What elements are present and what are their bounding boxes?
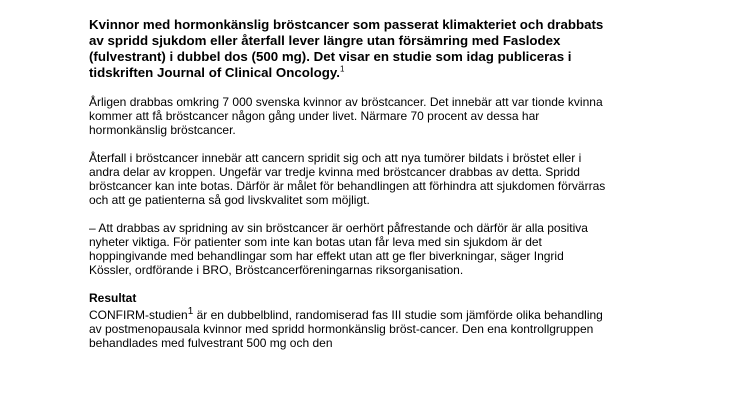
lead-paragraph [89,17,609,81]
body-paragraph-3: – Att drabbas av spridning av sin bröstcancer är oerhört påfrestande och därför är alla positiva nyheter viktiga. För patienter som inte kan botas utan får leva med sin sjukdom är det hoppingivande med behandlingar som har effekt utan att ge fler biverkningar, säger Ingrid Kössler, ordförande i BRO, Bröstcancerföreningarnas riksorganisation. [89,221,588,277]
lead-text: Kvinnor med hormonkänslig bröstcancer som passerat klimakteriet och drabbats av spridd sjukdom eller återfall lever längre utan försämring med Faslodex (fulvestrant) i dubbel dos (500 mg). Det visar en studie som idag publiceras i tidskriften Journal of Clinical Oncology. [89,17,604,80]
results-footnote-marker: 1 [187,306,194,317]
body-paragraph-2: Återfall i bröstcancer innebär att cancern spridit sig och att nya tumörer bildats i bröstet eller i andra delar av kroppen. Ungefär var tredje kvinna med bröstcancer drabbas av detta. Spridd bröstcancer kan inte botas. Därför är målet för behandlingen att förhindra att sjukdomen förvärras och att ge patienterna så god livskvalitet som möjligt. [89,151,606,207]
results-section [89,291,609,350]
results-text: är en dubbelblind, randomiserad fas III studie som jämförde olika behandling av postmenopausala kvinnor med spridd hormonkänslig bröst-cancer. Den ena kontrollgruppen behandlades med fulvestrant 500 mg och den [89,308,603,350]
study-name: CONFIRM-studien [89,308,188,322]
document-page [89,17,609,350]
results-paragraph [89,305,609,350]
body-paragraph-1: Årligen drabbas omkring 7 000 svenska kvinnor av bröstcancer. Det innebär att var tionde kvinna kommer att få bröstcancer någon gång under livet. Närmare 70 procent av dessa har hormonkänslig bröstcancer. [89,95,603,137]
lead-footnote-marker: 1 [339,64,345,74]
results-heading: Resultat [89,291,137,305]
